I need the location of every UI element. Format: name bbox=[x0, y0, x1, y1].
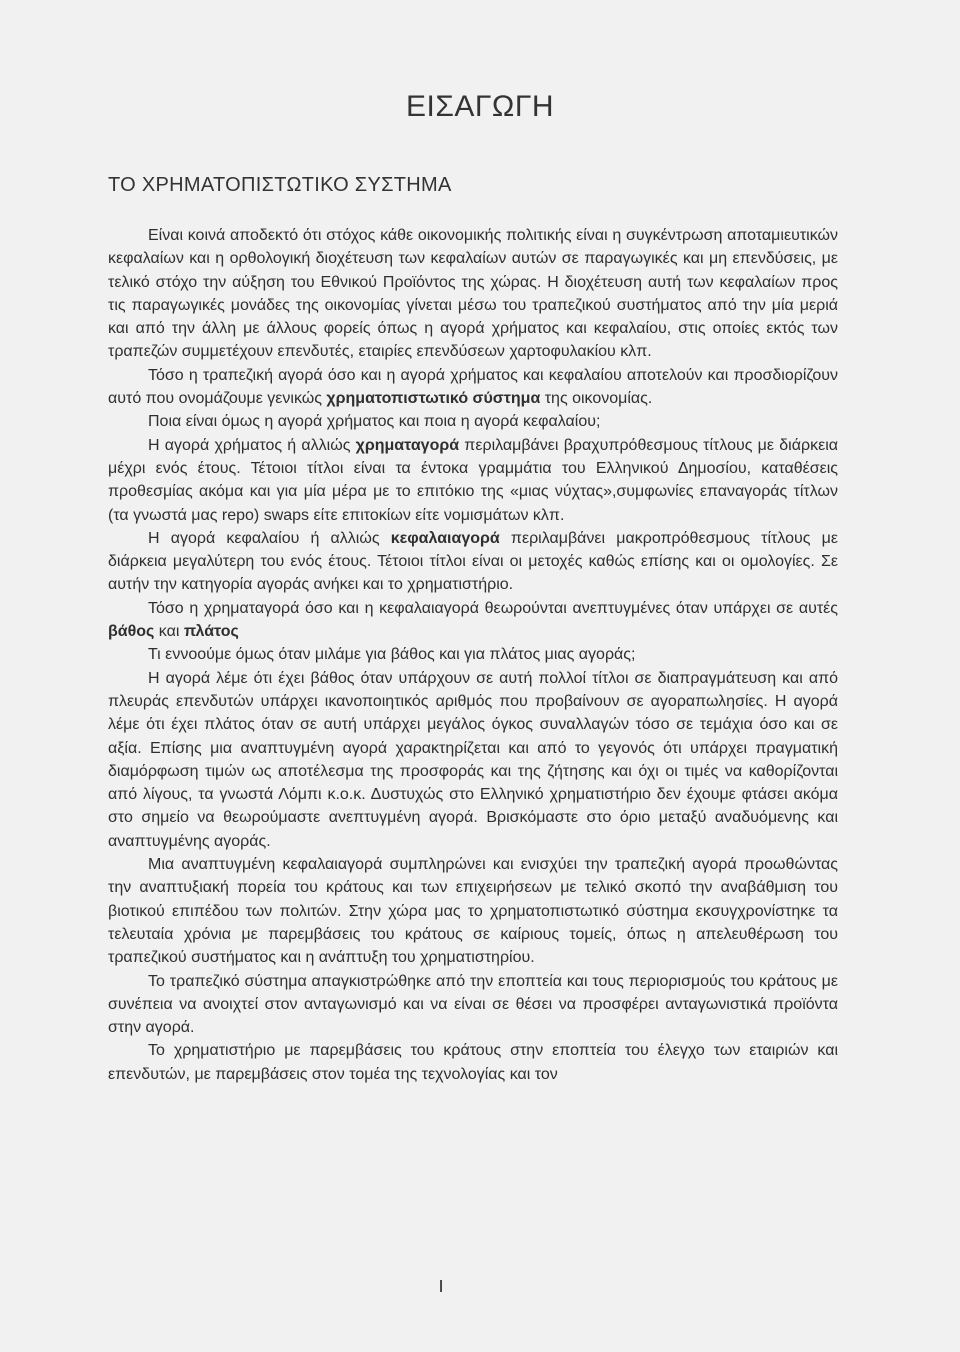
section-title: ΤΟ ΧΡΗΜΑΤΟΠΙΣΤΩΤΙΚΟ ΣΥΣΤΗΜΑ bbox=[108, 174, 452, 196]
paragraph-text: περιλαμβάνει βραχυπρόθεσμους τίτλους με διάρκεια μέχρι ενός έτους. Τέτοιοι τίτλοι είναι τα έντοκα γραμμάτια του Ελληνικού Δημοσίου, καταθέσεις προθεσμίας ακόμα και για μία μέρα με το επιτόκιο της «μιας νύχτας»,συμφωνίες επαναγοράς τίτλων (τα γνωστά μας repo) swaps είτε επιτοκίων είτε νομισμάτων κλπ. bbox=[108, 436, 839, 524]
paragraph: Το τραπεζικό σύστημα απαγκιστρώθηκε από την εποπτεία και τους περιορισμούς του κράτους με συνέπεια να ανοιχτεί στον ανταγωνισμό και να είναι σε θέσει να προσφέρει ανταγωνιστικά προϊόντα στην αγορά. bbox=[108, 972, 838, 1037]
term-financial-system: χρηματοπιστωτικό σύστημα bbox=[326, 390, 541, 408]
term-depth: βάθος bbox=[108, 623, 155, 641]
paragraph-text: της οικονομίας. bbox=[540, 390, 653, 408]
scan-mark: ı bbox=[438, 1272, 445, 1297]
paragraph: Ποια είναι όμως η αγορά χρήματος και ποια η αγορά κεφαλαίου; bbox=[148, 413, 601, 431]
paragraph: Είναι κοινά αποδεκτό ότι στόχος κάθε οικονομικής πολιτικής είναι η συγκέντρωση αποταμιευτικών κεφαλαίων και η ορθολογική διοχέτευση των κεφαλαίων αυτών σε παραγωγικές και μη επενδύσεις, με τελικό στόχο την αύξηση του Εθνικού Προϊόντος της χώρας. Η διοχέτευση αυτή των κεφαλαίων προς τις παραγωγικές μονάδες της οικονομίας γίνεται μέσω του τραπεζικού συστήματος από την μία μεριά και από την άλλη με άλλους φορείς όπως η αγορά χρήματος και κεφαλαίου, στις οποίες εκτός των τραπεζών συμμετέχουν επενδυτές, εταιρίες επενδύσεων χαρτοφυλακίου κλπ. bbox=[108, 227, 838, 361]
paragraph: Μια αναπτυγμένη κεφαλαιαγορά συμπληρώνει και ενισχύει την τραπεζική αγορά προωθώντας την αναπτυξιακή πορεία του κράτους και των επιχειρήσεων με τελικό σκοπό την αναβάθμιση του βιοτικού επιπέδου των πολιτών. Στην χώρα μας το χρηματοπιστωτικό σύστημα εκσυγχρονίστηκε τα τελευταία χρόνια με παρεμβάσεις του κράτους σε καίριους τομείς, όπως η απελευθέρωση του τραπεζικού συστήματος και η ανάπτυξη του χρηματιστηρίου. bbox=[108, 856, 838, 967]
paragraph-text: Τόσο η χρηματαγορά όσο και η κεφαλαιαγορά θεωρούνται ανεπτυγμένες όταν υπάρχει σε αυτές bbox=[148, 599, 838, 617]
paragraph: Η αγορά λέμε ότι έχει βάθος όταν υπάρχουν σε αυτή πολλοί τίτλοι σε διαπραγμάτευση και από πλευράς επενδυτών υπάρχει ικανοποιητικός αριθμός που προβαίνουν σε αγοραπωλησίες. Η αγορά λέμε ότι έχει πλάτος όταν σε αυτή υπάρχει μεγάλος όγκος συναλλαγών τόσο σε τεμάχια όσο και σε αξία. Επίσης μια αναπτυγμένη αγορά χαρακτηρίζεται και από το γεγονός ότι υπάρχει πραγματική διαμόρφωση τιμών ως αποτέλεσμα της προσφοράς και της ζήτησης και όχι οι τιμές να καθορίζονται από λίγους, τα γνωστά Λόμπι κ.ο.κ. Δυστυχώς στο Ελληνικό χρηματιστήριο δεν έχουμε φτάσει ακόμα στο σημείο να θεωρούμαστε ανεπτυγμένη αγορά. Βρισκόμαστε στο όριο μεταξύ αναδυόμενης και αναπτυγμένης αγοράς. bbox=[108, 669, 838, 850]
paragraph-text: Τόσο η τραπεζική αγορά όσο και η αγορά χρήματος και κεφαλαίου αποτελούν και προσδιορίζουν αυτό που ονομάζουμε γενικώς bbox=[108, 366, 838, 408]
paragraph: Το χρηματιστήριο με παρεμβάσεις του κράτους στην εποπτεία του έλεγχο των εταιριών και επενδυτών, με παρεμβάσεις στον τομέα της τεχνολογίας και τον bbox=[108, 1042, 838, 1083]
paragraph: Τι εννοούμε όμως όταν μιλάμε για βάθος και για πλάτος μιας αγοράς; bbox=[148, 646, 636, 664]
paragraph-text: και bbox=[154, 623, 184, 641]
term-money-market: χρηματαγορά bbox=[355, 436, 460, 454]
paragraph bbox=[108, 527, 838, 597]
term-capital-market: κεφαλαιαγορά bbox=[390, 529, 500, 547]
term-breadth: πλάτος bbox=[183, 623, 239, 641]
page-title: ΕΙΣΑΓΩΓΗ bbox=[405, 90, 555, 123]
paragraph bbox=[108, 597, 838, 644]
paragraph-text: Η αγορά κεφαλαίου ή αλλιώς bbox=[148, 529, 391, 547]
paragraph-text: περιλαμβάνει μακροπρόθεσμους τίτλους με διάρκεια μεγαλύτερη του ενός έτους. Τέτοιοι τίτλοι είναι οι μετοχές καθώς επίσης και οι ομολογίες. Σε αυτήν την κατηγορία αγοράς ανήκει και το χρηματιστήριο. bbox=[108, 529, 839, 594]
paragraph bbox=[108, 364, 838, 411]
body-text bbox=[108, 224, 838, 1086]
paragraph-text: Η αγορά χρήματος ή αλλιώς bbox=[148, 436, 356, 454]
paragraph bbox=[108, 434, 838, 527]
